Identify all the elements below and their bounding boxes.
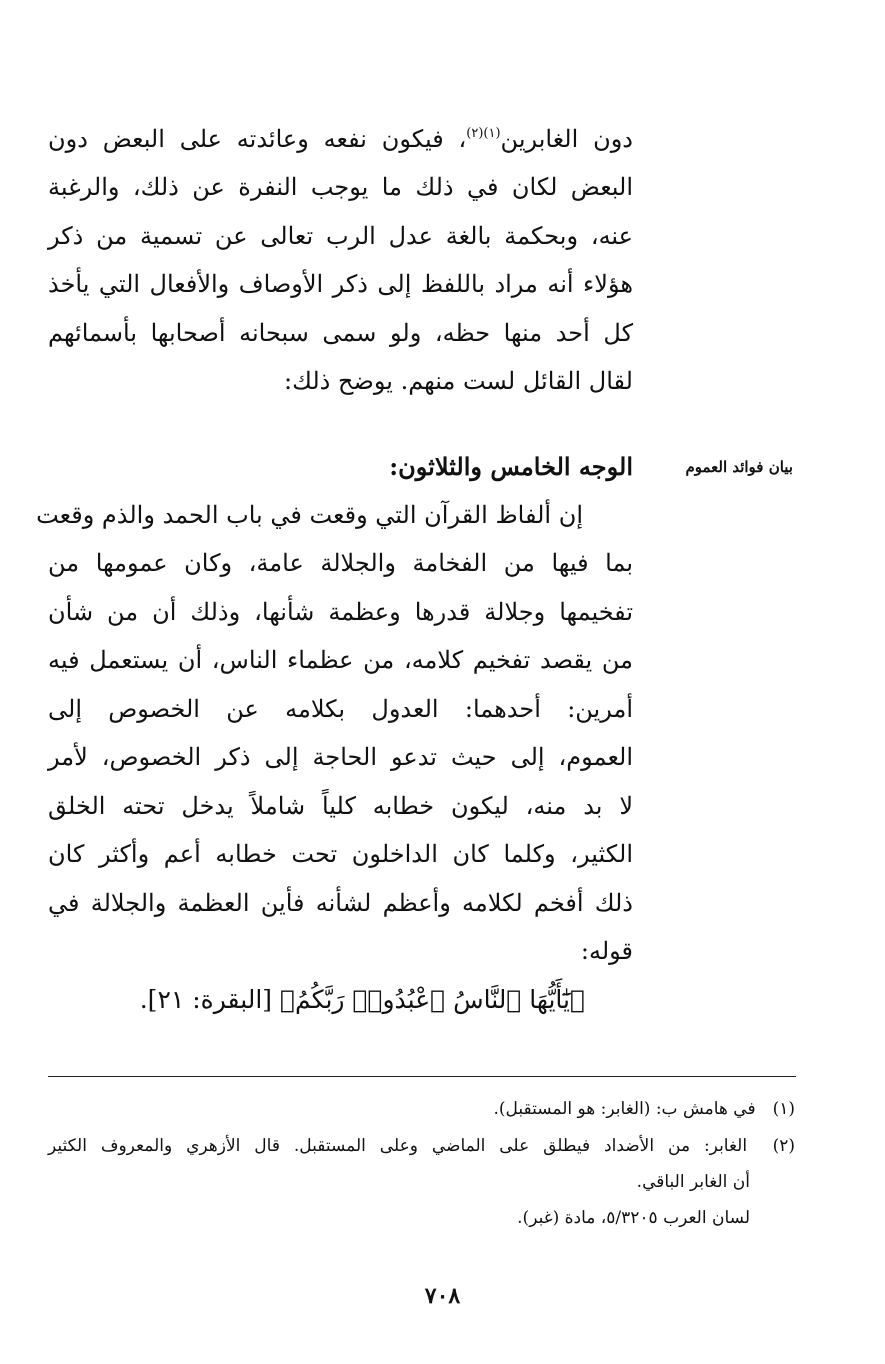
- line-text: ، فيكون نفعه وعائدته على البعض دون: [48, 125, 467, 153]
- footnote-number: (١): [772, 1099, 795, 1119]
- footnote-reference[interactable]: (١)(٢): [466, 126, 501, 141]
- line-text: دون الغابرين: [500, 125, 633, 153]
- section-heading: الوجه الخامس والثلاثون:: [389, 452, 633, 481]
- footnote-2-line-2: أن الغابر الباقي.: [636, 1172, 750, 1192]
- margin-note: بيان فوائد العموم: [685, 458, 793, 476]
- verse-reference: [البقرة: ٢١].: [139, 985, 273, 1014]
- paragraph-2-line-1: إن ألفاظ القرآن التي وقعت في باب الحمد والذم وقعت: [36, 501, 583, 529]
- paragraph-1-line-3: عنه، وبحكمة بالغة عدل الرب تعالى عن تسمية من ذكر: [48, 222, 633, 250]
- footnote-2-line-3: لسان العرب ٥/٣٢٠٥، مادة (غبر).: [517, 1208, 750, 1228]
- paragraph-1-line-6: لقال القائل لست منهم. يوضح ذلك:: [284, 367, 633, 395]
- footnote-text: في هامش ب: (الغابر: هو المستقبل).: [493, 1099, 756, 1119]
- footnote-1: [493, 1097, 795, 1121]
- paragraph-1-line-1: [48, 124, 633, 154]
- paragraph-2-line-2: بما فيها من الفخامة والجلالة عامة، وكان عمومها من: [48, 549, 633, 577]
- paragraph-2-line-3: تفخيمها وجلالة قدرها وعظمة شأنها، وذلك أن من شأن: [48, 598, 633, 626]
- footnote-separator: [48, 1076, 796, 1077]
- paragraph-1-line-4: هؤلاء أنه مراد باللفظ إلى ذكر الأوصاف والأفعال التي يأخذ: [48, 270, 633, 298]
- paragraph-2-line-4: من يقصد تفخيم كلامه، من عظماء الناس، أن يستعمل فيه: [48, 646, 633, 674]
- verse-text: ﴿يَٰٓأَيُّهَا ٱلنَّاسُ ٱعْبُدُوا۟ رَبَّكُمُ﴾: [280, 985, 585, 1014]
- paragraph-2-line-8: الكثير، وكلما كان الداخلون تحت خطابه أعم وأكثر كان: [48, 840, 633, 868]
- footnote-2-line-1: [48, 1134, 795, 1158]
- paragraph-1-line-5: كل أحد منها حظه، ولو سمى سبحانه أصحابها بأسمائهم: [48, 319, 633, 347]
- paragraph-2-line-7: لا بد منه، ليكون خطابه كلياً شاملاً يدخل تحته الخلق: [48, 792, 633, 820]
- footnote-number: (٢): [772, 1136, 796, 1156]
- paragraph-2-line-6: العموم، إلى حيث تدعو الحاجة إلى ذكر الخصوص، لأمر: [48, 743, 633, 771]
- paragraph-2-line-5: أمرين: أحدهما: العدول بكلامه عن الخصوص إلى: [48, 695, 633, 723]
- footnote-text: الغابر: من الأضداد فيطلق على الماضي وعلى المستقبل. قال الأزهري والمعروف الكثير: [48, 1136, 748, 1156]
- page-number: ٧٠٨: [424, 1283, 461, 1309]
- quran-verse: [139, 983, 585, 1017]
- paragraph-2-line-10: قوله:: [580, 937, 633, 965]
- paragraph-2-line-9: ذلك أفخم لكلامه وأعظم لشأنه فأين العظمة والجلالة في: [48, 889, 633, 917]
- paragraph-1-line-2: البعض لكان في ذلك ما يوجب النفرة عن ذلك، والرغبة: [48, 173, 633, 201]
